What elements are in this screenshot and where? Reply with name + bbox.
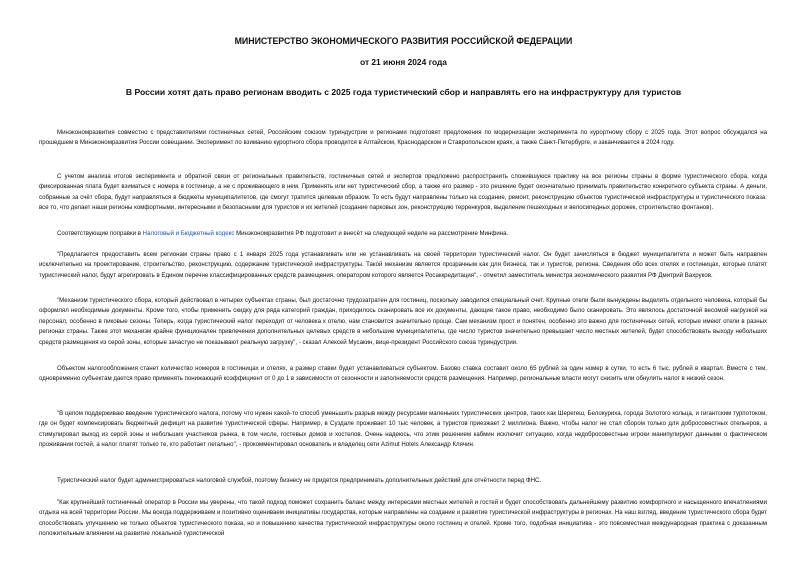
paragraph-4: "Предлагается предоставить всем регионам страны право с 1 января 2025 года устанавливать или не устанавливать на своей территории туристический налог. Он будет зачисляться в бюджет муниципалитета и может быть направлен исключительно на проектирование, строительство, реконструкцию, содержание туристической инфраструктуры. Такой механизм является прозрачным как для бизнеса, так и туристов, региона. Сведения обо всех отелях и гостиницах, которые платят туристический налог, будут агрегировать в Едином перечне классифицированных средств размещения, оператором которого является Росаккредитация", - отметил заместитель министра экономического развития РФ Дмитрий Вахруков.	[39, 251, 767, 279]
paragraph-6: Объектом налогообложения станет количество номеров в гостиницах и отелях, а размер ставки будет устанавливаться субъектом. Базово ставка составит около 65 рублей за один номер в сутки, то есть 6 тыс. рублей в квартал. Вместе с тем, одновременно субъектам дается право применять понижающий коэффициент от 0 до 1 в зависимости от сезонности и заполняемости средств размещения. Например, региональные власти могут снизить или обнулить налог в низкий сезон.	[39, 365, 767, 383]
document-date: от 21 июня 2024 года	[360, 57, 447, 67]
document-title: В России хотят дать право регионам вводить с 2025 года туристический сбор и направлять его на инфраструктуру для туристов	[125, 87, 682, 97]
tax-code-link[interactable]: Налоговый и Бюджетный кодекс	[142, 230, 235, 237]
paragraph-8: Туристический налог будет администрироваться налоговой службой, поэтому бизнесу не придется предпринимать дополнительных действий для отчётности перед ФНС.	[57, 477, 542, 484]
paragraph-3-text-end: Минэкономразвития РФ подготовит и внесёт на следующей неделе на рассмотрение Минфина.	[234, 230, 509, 237]
paragraph-2: С учетом анализа итогов эксперимента и обратной связи от региональных правительств, гостиничных сетей и экспертов предложено распространить сложившуюся практику на все регионы страны в форме туристического сбора, когда фиксированная плата будет взиматься с номера в гостинице, а не с проживающего в нем. Применять или нет туристический сбор, а также его размер - это решение будет окончательно принимать правительство конкретного субъекта страны. А деньги, собранные за счёт сбора, будут направляться в бюджеты муниципалитетов, где смогут тратится целевым образом. То есть будут направлены только на создание, ремонт, реконструкцию объектов туристической инфраструктуры и туристического показа: все то, что делает наши регионы комфортными, интересными и безопасными для туристов и их жителей (создание парковых зон, реконструкцию терренкуров, выделение пешеходных и велосипедных дорожек, строительство фонтанов).	[39, 173, 767, 212]
paragraph-1: Минэкономразвития совместно с представителями гостиничных сетей, Российским союзом туриндустрии и регионами подготовят предложения по модернизации эксперимента по курортному сбору с 2025 года. Этот вопрос обсуждался на прошедшем в Минэкономразвития России совещании. Эксперимент по взиманию курортного сбора проводится в Алтайском, Краснодарском и Ставропольском краях, а также Санкт-Петербурге, и заканчивается в 2024 году.	[39, 129, 767, 147]
paragraph-3-text-start: Соответствующие поправки в	[57, 230, 143, 237]
paragraph-7: "В целом поддерживаю введение туристического налога, потому что нужен какой-то способ уменьшить разрыв между ресурсами маленьких туристических центров, таких как Шерегеш, Белокуриха, города Золотого кольца, и гигантским турпотоком, где он будет компенсировать бюджетный дефицит на развитие туристической сферы. Например, в Суздале проживает 10 тыс человек, а туристов приезжает 2 миллиона. Важно, чтобы налог не стал сбором только для добросовестных отельеров, а стимулировал выход из серой зоны и небольших участников рынка, в том числе, гостевых домов и хостелов. Очень надеюсь, что этим решением кабмин исключит ситуацию, когда недобросовестные игроки манипулируют данными о фактическом проживании гостей, а налог платят только те, кто работает легально", - прокомментировал основатель и владелец сети Azimut Hotels Александр Клячин.	[39, 410, 767, 449]
ministry-heading: МИНИСТЕРСТВО ЭКОНОМИЧЕСКОГО РАЗВИТИЯ РОССИЙСКОЙ ФЕДЕРАЦИИ	[234, 36, 573, 46]
paragraph-5: "Механизм туристического сбора, который действовал в четырех субъектах страны, был достаточно трудозатратен для гостиниц, поскольку заводился специальный счет. Крупные отели были вынуждены выделять отдельного человека, который бы оформлял необходимые документы. Кроме того, чтобы применить скидку для ряда категорий граждан, приходилось сканировать все их документы, дающие такое право, необходимо было сканировать. Это являлось достаточной весомой нагрузкой на персонал, особенно в пиковые сезоны. Теперь, когда туристический налог переходит от человека к отелю, нам становится значительно проще. Сам механизм прост и понятен, особенно это важно для гостиничных сетей, которые имеют отели в разных регионах страны. Также этот механизм крайне функционален привлечения дополнительных целевых средств в небольшие муниципалитеты, где число туристов значительно превышает число местных жителей, будет способствовать выходу небольших средств размещения из серой зоны, которые зачастую не показывают реальную загрузку", - сказал Алексей Мусакин, вице-президент Российского союза туриндустрии.	[39, 297, 767, 346]
paragraph-3	[39, 229, 767, 239]
paragraph-9: "Как крупнейший гостиничный оператор в России мы уверены, что такой подход поможет сохранить баланс между интересами местных жителей и гостей и будет способствовать дальнейшему развитию комфортного и насыщенного впечатлениями отдыха на всей территории России. Мы всегда поддерживаем и позитивно оцениваем инициативы государства, которые направлены на создание и развитие туристической инфраструктуры в регионах. На наш взгляд, введение туристического сбора будет способствовать улучшению не только объектов туристического показа, но и повышению качества туристической инфраструктуры около гостиниц и отелей. Кроме того, подобная инициатива - это повсеместная международная практика с доказанным положительным влиянием на развитие локальной туристической	[39, 499, 767, 538]
